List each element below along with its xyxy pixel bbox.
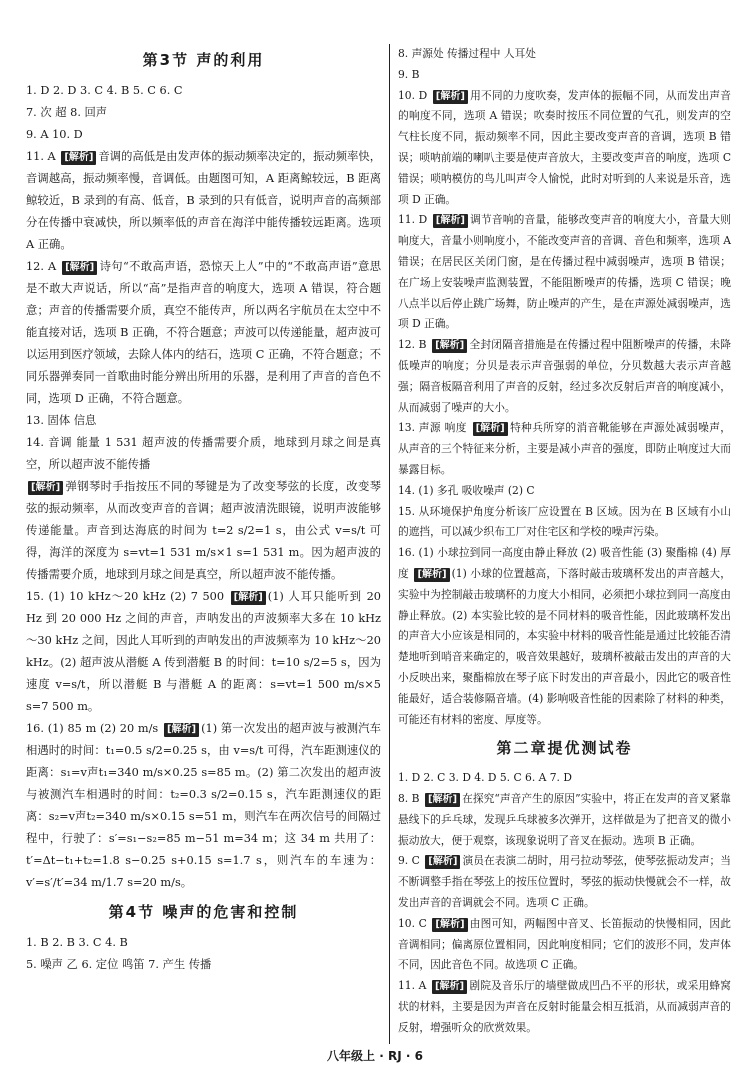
analysis-tag: [解析] [473, 422, 508, 436]
right-answer-list [398, 44, 731, 730]
answer-item [26, 80, 381, 102]
right-column [398, 44, 731, 1039]
answer-item [398, 768, 731, 789]
answer-item [398, 851, 731, 913]
analysis-tag: [解析] [425, 855, 460, 869]
answer-prefix: 11. A [398, 979, 430, 993]
left-answer-list-2 [26, 932, 381, 976]
answer-item [398, 65, 731, 86]
answer-item [398, 976, 731, 1038]
answer-text: (1) 小球的位置越高，下落时敲击玻璃杯发出的声音越大，实验中为控制敲击玻璃杯的力度大小相同，必须把小球拉到同一高度由静止释放。(2) 本实验比较的是不同材料的吸音性能，因此玻璃杯发出的声音大小应该是相同的，本实验中材料的吸音性能是通过比较能否清楚地听到哨音来确定的，吸音效果越好，玻璃杯被敲击发出的声音的大小反映出来，聚酯棉放在琴子底下时发出的声音最小，因此它的吸音性能最好，适合装修隔音墙。(4) 影响吸音性能的因素除了材料的种类，可能还有材料的密度、厚度等。 [398, 566, 731, 726]
answer-item [26, 124, 381, 146]
answer-item [398, 481, 731, 502]
column-divider [389, 44, 390, 1044]
answer-prefix: 15. (1) 10 kHz～20 kHz (2) 7 500 [26, 590, 229, 603]
answer-item [398, 789, 731, 851]
page-footer: 八年级上 · RJ · 6 [327, 1049, 423, 1063]
answer-text: 14. 音调 能量 1 531 超声波的传播需要介质，地球到月球之间是真空，所以超声波不能传播 [26, 436, 381, 471]
answer-text: 在探究“声音产生的原因”实验中，将正在发声的音叉紧靠悬线下的乒乓球，发现乒乓球被多次弹开，这样做是为了把音叉的微小振动放大，便于观察，该现象说明了音叉在振动。选项 B 正确。 [398, 792, 731, 847]
analysis-tag: [解析] [425, 793, 460, 807]
answer-prefix: 11. A [26, 150, 60, 163]
answer-item [398, 210, 731, 335]
answer-text: 由图可知，两幅图中音叉、长笛振动的快慢相同，因此音调相同；偏离原位置相同，因此响度相同；它们的波形不同，发声体不同，因此音色不同。故选项 C 正确。 [398, 916, 731, 972]
analysis-tag: [解析] [433, 90, 468, 104]
answer-item [26, 146, 381, 256]
answer-text: 9. B [398, 67, 420, 81]
answer-item [26, 586, 381, 718]
answer-item [398, 335, 731, 418]
answer-item [26, 102, 381, 124]
answer-text: (1) 第一次发出的超声波与被测汽车相遇时的时间：t₁=0.5 s/2=0.25 s，由 v=s/t 可得，汽车距测速仪的距离：s₁=v声t₁=340 m/s×0.25 s=85 m。(2) 第二次发出的超声波与被测汽车相遇时的时间：t₂=0.3 s/2=0.15 s，汽车距测速仪的距离：s₂=v声t₂=340 m/s×0.15 s=51 m，则汽车在两次信号的间隔过程中，行驶了：s′=s₁−s₂=85 m−51 m=34 m；这 34 m 共用了：t′=Δt−t₁+t₂=1.8 s−0.25 s+0.15 s=1.7 s，则汽车的车速为：v′=s′/t′=34 m/1.7 s=20 m/s。 [26, 722, 381, 889]
answer-text: 调节音响的音量，能够改变声音的响度大小，音量大则响度大，音量小则响度小，不能改变声音的音调、音色和频率，选项 A 错误；在居民区关闭门窗，是在传播过程中减弱噪声，选项 B 错误；在广场上安装噪声监测装置，不能阻断噪声的传播，选项 C 错误；晚八点半以后停止跳广场舞，防止噪声的产生，是在声源处减弱噪声，选项 D 正确。 [398, 213, 731, 331]
answer-text: 诗句“不敢高声语，恐惊天上人”中的“不敢高声语”意思是不敢大声说话，所以“高”是指声音的响度大，选项 A 错误，符合题意；声音的传播需要介质，真空不能传声，所以两名宇航员在太空中不能直接对话，选项 B 正确，不符合题意；声波可以传递能量，超声波可以运用到医疗领域，去除人体内的结石，选项 C 正确，不符合题意；不同乐器弹奏同一首歌曲时能分辨出所用的乐器，是利用了声音的音色不同，选项 D 正确，不符合题意。 [26, 260, 381, 405]
analysis-tag: [解析] [164, 723, 199, 737]
answer-text: 8. 声源处 传播过程中 人耳处 [398, 47, 536, 60]
answer-text: 音调的高低是由发声体的振动频率决定的，振动频率快，音调越高，振动频率慢，音调低。由题图可知，A 距离鲸较远，B 距离鲸较近，B 录到的有高、低音，B 录到的只有低音，说明声音的高频部分在传播中衰减快，所以频率低的声音在海洋中能传播较远距离。选项 A 正确。 [26, 150, 381, 251]
answer-text: 13. 固体 信息 [26, 414, 97, 427]
answer-item [26, 410, 381, 432]
answer-item [26, 476, 381, 586]
answer-text: 全封闭隔音措施是在传播过程中阻断噪声的传播，未降低噪声的响度；分贝是表示声音强弱的单位，分贝数越大表示声音越强；隔音板隔音利用了声音的反射，经过多次反射后声音的响度减小，从而减弱了噪声的大小。 [398, 338, 731, 414]
analysis-tag: [解析] [61, 151, 96, 165]
answer-text: 5. 噪声 乙 6. 定位 鸣笛 7. 产生 传播 [26, 958, 212, 971]
answer-prefix: 13. 声源 响度 [398, 421, 471, 435]
left-answer-list [26, 80, 381, 894]
answer-text: 特种兵所穿的消音靴能够在声源处减弱噪声，从声音的三个特征来分析，主要是减小声音的强度，即防止响度过大而暴露目标。 [398, 421, 731, 476]
answer-text: 1. B 2. B 3. C 4. B [26, 936, 128, 949]
analysis-tag: [解析] [432, 918, 467, 932]
answer-prefix: 8. B [398, 792, 423, 806]
answer-item [26, 432, 381, 476]
answer-text: 9. A 10. D [26, 128, 83, 141]
answer-text: 1. D 2. D 3. C 4. B 5. C 6. C [26, 84, 183, 97]
answer-prefix: 12. A [26, 260, 61, 273]
answer-prefix: 9. C [398, 854, 424, 868]
analysis-tag: [解析] [433, 214, 468, 228]
analysis-tag: [解析] [432, 339, 467, 353]
answer-text: 14. (1) 多孔 吸收噪声 (2) C [398, 483, 535, 497]
answer-item [398, 86, 731, 211]
answer-item [398, 543, 731, 730]
section-title-chapter-test: 第二章提优测试卷 [496, 739, 633, 758]
right-answer-list-3 [398, 768, 731, 1038]
analysis-tag: [解析] [414, 568, 449, 582]
analysis-tag: [解析] [231, 591, 266, 605]
answer-prefix: 10. C [398, 916, 431, 930]
answer-text: 演员在表演二胡时，用弓拉动琴弦，使琴弦振动发声；当不断调整手指在琴弦上的按压位置时，琴弦的振动快慢就会不一样，故发出声音的音调就会不同。选项 C 正确。 [398, 854, 731, 910]
answer-prefix: 16. (1) 小球拉到同一高度由静止释放 (2) 吸音性能 (3) 聚酯棉 (4) 厚度 [398, 546, 731, 580]
section-title-4: 第4节 噪声的危害和控制 [108, 903, 299, 921]
answer-text: 剧院及音乐厅的墙壁做成凹凸不平的形状，或采用蜂窝状的材料，主要是因为声音在反射时能量会相互抵消，从而减弱声音的反射，增强听众的欣赏效果。 [398, 979, 731, 1034]
analysis-tag: [解析] [432, 980, 467, 994]
answer-item [398, 914, 731, 976]
analysis-tag: [解析] [28, 481, 63, 495]
section-title-3: 第3节 声的利用 [142, 51, 265, 69]
answer-text: 1. D 2. C 3. D 4. D 5. C 6. A 7. D [398, 771, 572, 785]
answer-item [26, 256, 381, 410]
analysis-tag: [解析] [62, 261, 97, 275]
answer-text: 15. 从环境保护角度分析该厂应设置在 B 区域。因为在 B 区域有小山的遮挡，可以减少织布工厂对住宅区和学校的噪声污染。 [398, 504, 731, 539]
answer-item [26, 954, 381, 976]
answer-prefix: 10. D [398, 88, 431, 102]
answer-text: (1) 人耳只能听到 20 Hz 到 20 000 Hz 之间的声音，声呐发出的声波频率大多在 10 kHz～30 kHz 之间，因此人耳听到的声呐发出的声波频率为 10 kHz～20 kHz。(2) 超声波从潜艇 A 传到潜艇 B 的时间：t=10 s/2=5 s，因为速度 v=s/t，所以潜艇 B 与潜艇 A 的距离：s=vt=1 500 m/s×5 s=7 500 m。 [26, 590, 381, 713]
answer-item [398, 418, 731, 480]
answer-item [26, 932, 381, 954]
left-column [26, 44, 381, 976]
answer-prefix: 16. (1) 85 m (2) 20 m/s [26, 722, 162, 735]
answer-item [398, 502, 731, 544]
answer-item [398, 44, 731, 65]
answer-text: 弹钢琴时手指按压不同的琴键是为了改变琴弦的长度，改变琴弦的振动频率，从而改变声音的音调；超声波清洗眼镜，说明声波能够传递能量。声音到达海底的时间为 t=2 s/2=1 s，由公式 v=s/t 可得，海洋的深度为 s=vt=1 531 m/s×1 s=1 531 m。因为超声波的传播需要介质，地球到月球之间是真空，所以超声波不能传播。 [26, 480, 381, 581]
answer-prefix: 11. D [398, 213, 431, 227]
answer-item [26, 718, 381, 894]
answer-prefix: 12. B [398, 338, 431, 352]
answer-text: 用不同的力度吹奏，发声体的振幅不同，从而发出声音的响度不同，选项 A 错误；吹奏时按压不同位置的气孔，则发声的空气柱长度不同，振动频率不同，因此主要改变声音的音调，选项 B 错误；唢呐前端的喇叭主要是使声音放大，主要改变声音的响度，选项 C 错误；唢呐模仿的鸟儿叫声令人愉悦，此时对听到的人来说是乐音，选项 D 正确。 [398, 88, 731, 206]
answer-text: 7. 次 超 8. 回声 [26, 106, 108, 119]
